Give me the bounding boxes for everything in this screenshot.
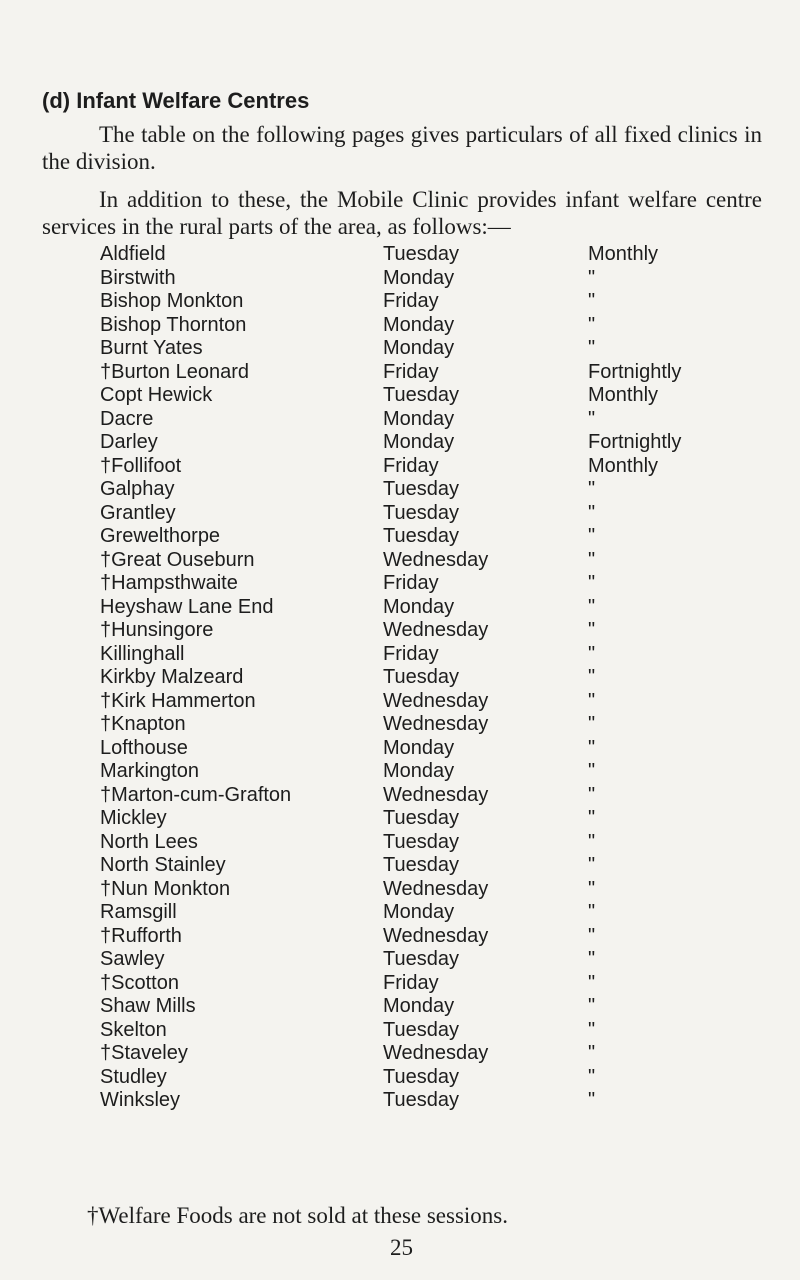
- day-cell: Tuesday: [383, 501, 459, 524]
- place-cell: Grewelthorpe: [100, 525, 221, 547]
- frequency-cell: ": [588, 313, 596, 336]
- place-cell: Mickley: [100, 807, 167, 829]
- table-row: [0, 690, 800, 714]
- frequency-cell: ": [588, 595, 596, 618]
- table-row: [0, 784, 800, 808]
- place-cell: Markington: [100, 760, 199, 782]
- day-cell: Tuesday: [383, 1065, 459, 1088]
- table-row: [0, 995, 800, 1019]
- place-cell: Lofthouse: [100, 736, 188, 759]
- place-cell: Galphay: [100, 478, 175, 500]
- frequency-cell: Monthly: [588, 384, 659, 406]
- place-cell: Darley: [100, 431, 158, 453]
- table-row: [0, 455, 800, 479]
- frequency-cell: ": [588, 548, 596, 571]
- table-row: [0, 713, 800, 737]
- place-cell: †Staveley: [100, 1042, 188, 1064]
- day-cell: Tuesday: [383, 243, 459, 265]
- table-row: [0, 901, 800, 925]
- place-cell: †Great Ouseburn: [100, 548, 255, 571]
- day-cell: Monday: [383, 736, 455, 759]
- table-row: [0, 572, 800, 596]
- place-cell: North Stainley: [100, 854, 226, 876]
- day-cell: Tuesday: [383, 478, 459, 500]
- frequency-cell: ": [588, 854, 596, 876]
- place-cell: Killinghall: [100, 642, 185, 665]
- table-row: [0, 596, 800, 620]
- day-cell: Friday: [383, 642, 439, 665]
- day-cell: Tuesday: [383, 948, 459, 970]
- page-number: 25: [390, 1235, 413, 1260]
- day-cell: Wednesday: [383, 877, 489, 900]
- day-cell: Monday: [383, 337, 455, 359]
- day-cell: Friday: [383, 971, 439, 994]
- place-cell: Skelton: [100, 1018, 167, 1041]
- table-row: [0, 643, 800, 667]
- frequency-cell: Monthly: [588, 454, 659, 477]
- frequency-cell: ": [588, 290, 596, 312]
- day-cell: Wednesday: [383, 689, 489, 712]
- frequency-cell: ": [588, 642, 596, 665]
- place-cell: Ramsgill: [100, 901, 177, 923]
- table-row: [0, 854, 800, 878]
- table-row: [0, 1019, 800, 1043]
- frequency-cell: ": [588, 877, 596, 900]
- frequency-cell: ": [588, 478, 596, 500]
- day-cell: Friday: [383, 572, 439, 594]
- intro-paragraph: The table on the following pages gives particulars of all fixed clinics in the division.: [42, 122, 762, 174]
- table-row: [0, 831, 800, 855]
- place-cell: Sawley: [100, 948, 165, 970]
- table-row: [0, 619, 800, 643]
- table-row: [0, 972, 800, 996]
- day-cell: Monday: [383, 266, 455, 289]
- day-cell: Monday: [383, 407, 455, 430]
- table-row: [0, 267, 800, 291]
- frequency-cell: Fortnightly: [588, 360, 682, 383]
- day-cell: Tuesday: [383, 384, 459, 406]
- table-row: [0, 807, 800, 831]
- place-cell: Winksley: [100, 1089, 181, 1111]
- day-cell: Wednesday: [383, 619, 489, 641]
- place-cell: Copt Hewick: [100, 384, 213, 406]
- place-cell: Burnt Yates: [100, 337, 203, 359]
- table-row: [0, 1089, 800, 1113]
- place-cell: †Rufforth: [100, 924, 182, 947]
- frequency-cell: ": [588, 713, 596, 735]
- frequency-cell: Fortnightly: [588, 431, 682, 453]
- frequency-cell: ": [588, 407, 596, 430]
- frequency-cell: ": [588, 1042, 596, 1064]
- place-cell: †Nun Monkton: [100, 877, 231, 900]
- place-cell: †Scotton: [100, 971, 179, 994]
- day-cell: Tuesday: [383, 1018, 459, 1041]
- day-cell: Monday: [383, 760, 455, 782]
- table-row: [0, 431, 800, 455]
- table-row: [0, 502, 800, 526]
- frequency-cell: ": [588, 1065, 596, 1088]
- day-cell: Tuesday: [383, 525, 459, 547]
- frequency-cell: ": [588, 830, 596, 853]
- frequency-cell: ": [588, 1089, 596, 1111]
- place-cell: †Marton-cum-Grafton: [100, 783, 292, 806]
- place-cell: †Knapton: [100, 713, 186, 735]
- mobile-clinic-schedule-table: [0, 243, 800, 1113]
- table-row: [0, 666, 800, 690]
- place-cell: †Hunsingore: [100, 619, 214, 641]
- frequency-cell: ": [588, 266, 596, 289]
- place-cell: Grantley: [100, 501, 176, 524]
- table-row: [0, 384, 800, 408]
- frequency-cell: ": [588, 619, 596, 641]
- place-cell: Kirkby Malzeard: [100, 666, 244, 688]
- table-row: [0, 337, 800, 361]
- place-cell: Shaw Mills: [100, 995, 196, 1017]
- frequency-cell: ": [588, 924, 596, 947]
- day-cell: Wednesday: [383, 783, 489, 806]
- place-cell: Studley: [100, 1065, 167, 1088]
- frequency-cell: ": [588, 971, 596, 994]
- table-row: [0, 925, 800, 949]
- table-row: [0, 408, 800, 432]
- frequency-cell: ": [588, 995, 596, 1017]
- day-cell: Friday: [383, 360, 439, 383]
- day-cell: Wednesday: [383, 924, 489, 947]
- mobile-clinic-paragraph: In addition to these, the Mobile Clinic provides infant welfare centre services in the rural parts of the area, as follows:—: [42, 187, 762, 239]
- day-cell: Friday: [383, 454, 439, 477]
- table-row: [0, 314, 800, 338]
- day-cell: Monday: [383, 595, 455, 618]
- table-row: [0, 1042, 800, 1066]
- place-cell: Dacre: [100, 407, 154, 430]
- footnote: †Welfare Foods are not sold at these sessions.: [87, 1203, 509, 1228]
- day-cell: Tuesday: [383, 854, 459, 876]
- day-cell: Wednesday: [383, 1042, 489, 1064]
- place-cell: †Burton Leonard: [100, 360, 250, 383]
- day-cell: Monday: [383, 995, 455, 1017]
- place-cell: North Lees: [100, 830, 198, 853]
- table-row: [0, 549, 800, 573]
- frequency-cell: ": [588, 501, 596, 524]
- place-cell: Aldfield: [100, 243, 166, 265]
- day-cell: Wednesday: [383, 713, 489, 735]
- table-row: [0, 525, 800, 549]
- day-cell: Monday: [383, 313, 455, 336]
- day-cell: Friday: [383, 290, 439, 312]
- place-cell: †Kirk Hammerton: [100, 689, 256, 712]
- frequency-cell: ": [588, 572, 596, 594]
- day-cell: Tuesday: [383, 1089, 459, 1111]
- day-cell: Monday: [383, 901, 455, 923]
- frequency-cell: ": [588, 760, 596, 782]
- frequency-cell: ": [588, 901, 596, 923]
- section-heading: (d) Infant Welfare Centres: [42, 88, 310, 113]
- frequency-cell: ": [588, 948, 596, 970]
- table-row: [0, 1066, 800, 1090]
- place-cell: †Hampsthwaite: [100, 572, 238, 594]
- place-cell: Birstwith: [100, 266, 176, 289]
- table-row: [0, 760, 800, 784]
- frequency-cell: ": [588, 525, 596, 547]
- frequency-cell: ": [588, 783, 596, 806]
- frequency-cell: Monthly: [588, 243, 659, 265]
- day-cell: Tuesday: [383, 666, 459, 688]
- frequency-cell: ": [588, 1018, 596, 1041]
- frequency-cell: ": [588, 337, 596, 359]
- place-cell: Bishop Thornton: [100, 313, 247, 336]
- frequency-cell: ": [588, 666, 596, 688]
- table-row: [0, 478, 800, 502]
- frequency-cell: ": [588, 689, 596, 712]
- table-row: [0, 737, 800, 761]
- frequency-cell: ": [588, 736, 596, 759]
- day-cell: Wednesday: [383, 548, 489, 571]
- place-cell: Heyshaw Lane End: [100, 595, 274, 618]
- table-row: [0, 243, 800, 267]
- table-row: [0, 948, 800, 972]
- table-row: [0, 290, 800, 314]
- day-cell: Monday: [383, 431, 455, 453]
- day-cell: Tuesday: [383, 830, 459, 853]
- frequency-cell: ": [588, 807, 596, 829]
- place-cell: Bishop Monkton: [100, 290, 244, 312]
- day-cell: Tuesday: [383, 807, 459, 829]
- table-row: [0, 878, 800, 902]
- place-cell: †Follifoot: [100, 454, 182, 477]
- table-row: [0, 361, 800, 385]
